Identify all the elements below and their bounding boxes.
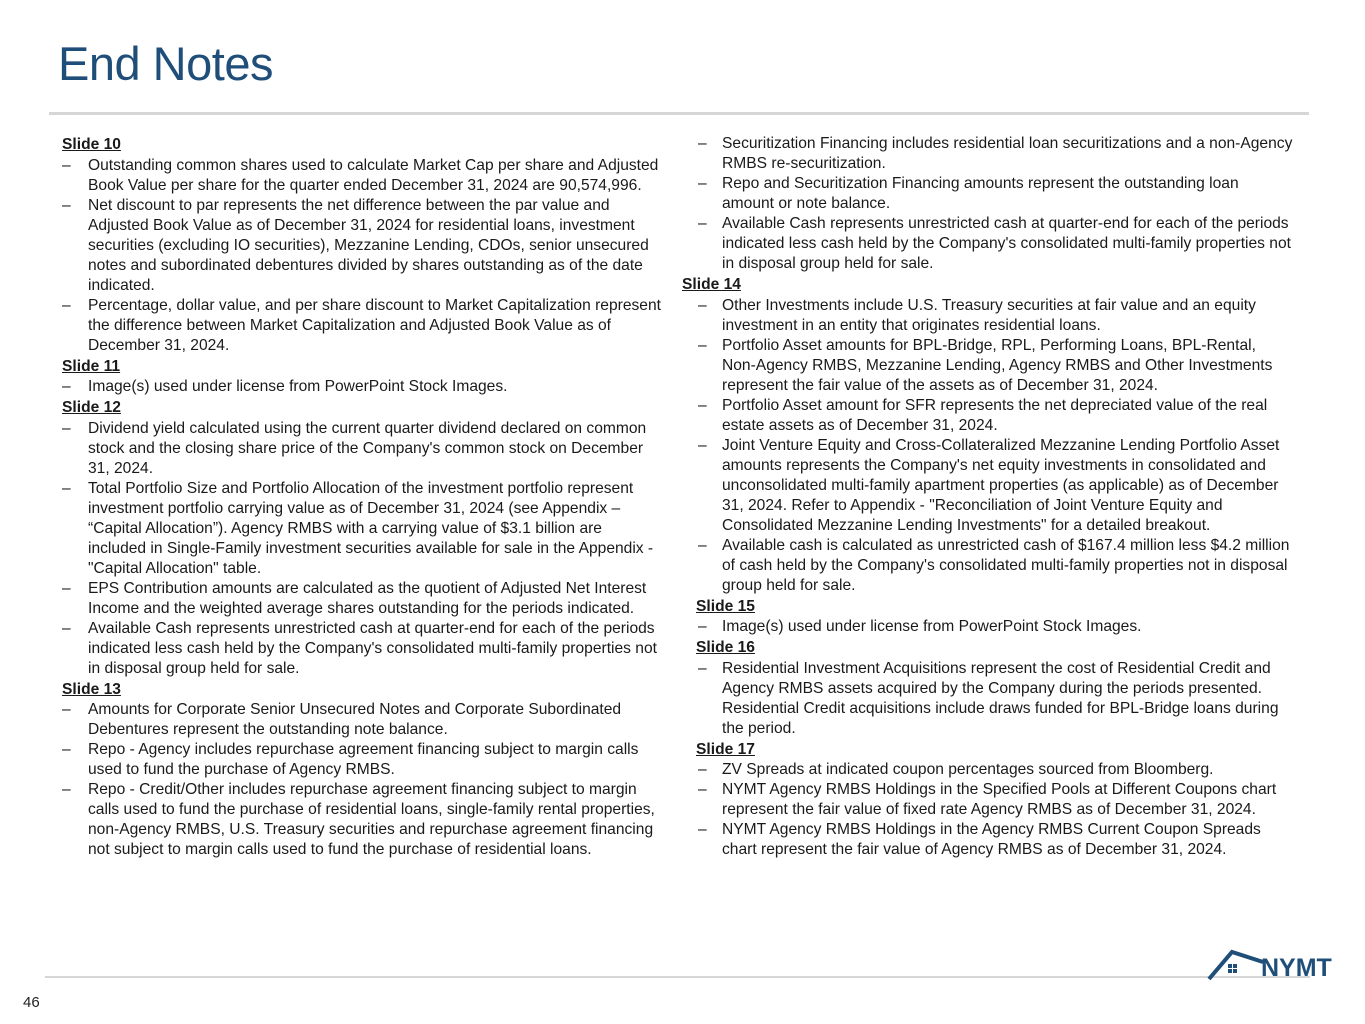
slide-13-notes [62,700,662,860]
slide-10-heading: Slide 10 [62,136,121,153]
note-item: – Amounts for Corporate Senior Unsecured Notes and Corporate Subordinated Debentures represent the outstanding note balance. [62,700,662,740]
note-item: – Other Investments include U.S. Treasury securities at fair value and an equity investment in an entity that originates residential loans. [682,296,1294,336]
slide-13-continued-notes [682,134,1294,274]
slide-11-heading: Slide 11 [62,357,121,375]
note-item: – Outstanding common shares used to calculate Market Cap per share and Adjusted Book Value per share for the quarter ended December 31, 2024 are 90,574,996. [62,156,662,196]
note-item: – NYMT Agency RMBS Holdings in the Specified Pools at Different Coupons chart represent the fair value of fixed rate Agency RMBS as of December 31, 2024. [682,780,1294,820]
note-item: – Available Cash represents unrestricted cash at quarter-end for each of the periods indicated less cash held by the Company's consolidated multi-family properties not in disposal group held for sale. [682,214,1294,274]
slide-13-heading: Slide 13 [62,680,121,698]
note-item: – Percentage, dollar value, and per share discount to Market Capitalization represent the difference between Market Capitalization and Adjusted Book Value as of December 31, 2024. [62,296,662,356]
note-item: – EPS Contribution amounts are calculated as the quotient of Adjusted Net Interest Income and the weighted average shares outstanding for the periods indicated. [62,579,662,619]
nymt-logo [1207,946,1347,982]
note-item: – Portfolio Asset amount for SFR represents the net depreciated value of the real estate assets as of December 31, 2024. [682,396,1294,436]
slide-14-heading: Slide 14 [682,276,741,293]
note-item: – ZV Spreads at indicated coupon percentages sourced from Bloomberg. [682,760,1294,780]
note-item: – Net discount to par represents the net difference between the par value and Adjusted Book Value as of December 31, 2024 for residential loans, investment securities (excluding IO securities), Mezzanine Lending, CDOs, senior unsecured notes and subordinated debentures divided by shares outstanding as of the date indicated. [62,196,662,296]
note-item: – Repo - Agency includes repurchase agreement financing subject to margin calls used to fund the purchase of Agency RMBS. [62,740,662,780]
slide-15-heading: Slide 15 [696,597,755,615]
slide-15-notes [682,617,1294,637]
slide-12-heading: Slide 12 [62,399,121,416]
note-item: – Repo and Securitization Financing amounts represent the outstanding loan amount or note balance. [682,174,1294,214]
slide-17-notes [682,760,1294,860]
note-item: – Total Portfolio Size and Portfolio Allocation of the investment portfolio represent investment portfolio carrying value as of December 31, 2024 (see Appendix – “Capital Allocation”). Agency RMBS with a carrying value of $3.1 billion are included in Single-Family investment securities available for sale in the Appendix - "Capital Allocation" table. [62,479,662,579]
slide-14-notes [682,296,1294,596]
page-number: 46 [23,994,40,1011]
note-item: – Securitization Financing includes residential loan securitizations and a non-Agency RMBS re-securitization. [682,134,1294,174]
note-item: – Image(s) used under license from PowerPoint Stock Images. [62,377,662,397]
note-item: – Residential Investment Acquisitions represent the cost of Residential Credit and Agency RMBS assets acquired by the Company during the periods presented. Residential Credit acquisitions include draws funded for BPL-Bridge loans during the period. [682,659,1294,739]
note-item: – Joint Venture Equity and Cross-Collateralized Mezzanine Lending Portfolio Asset amounts represents the Company's net equity investments in consolidated and unconsolidated multi-family apartment properties (as applicable) as of December 31, 2024. Refer to Appendix - "Reconciliation of Joint Venture Equity and Consolidated Mezzanine Lending Investments" for a detailed breakout. [682,436,1294,536]
page-title: End Notes [58,37,273,90]
footer-divider [45,976,1310,978]
note-item: – Dividend yield calculated using the current quarter dividend declared on common stock and the closing share price of the Company's common stock on December 31, 2024. [62,419,662,479]
slide-11-notes [62,377,662,397]
note-item: – NYMT Agency RMBS Holdings in the Agency RMBS Current Coupon Spreads chart represent the fair value of Agency RMBS as of December 31, 2024. [682,820,1294,860]
note-item: – Repo - Credit/Other includes repurchase agreement financing subject to margin calls used to fund the purchase of residential loans, single-family rental properties, non-Agency RMBS, U.S. Treasury securities and repurchase agreement financing not subject to margin calls used to fund the purchase of residential loans. [62,780,662,860]
slide-10-notes [62,156,662,356]
right-column [682,134,1294,860]
left-column [62,134,662,860]
house-roof-icon [1207,948,1263,980]
title-divider [49,112,1309,115]
logo-text: NYMT [1261,954,1332,982]
note-item: – Available Cash represents unrestricted cash at quarter-end for each of the periods indicated less cash held by the Company's consolidated multi-family properties not in disposal group held for sale. [62,619,662,679]
note-item: – Portfolio Asset amounts for BPL-Bridge, RPL, Performing Loans, BPL-Rental, Non-Agency RMBS, Mezzanine Lending, Agency RMBS and Other Investments represent the fair value of the assets as of December 31, 2024. [682,336,1294,396]
slide-16-notes [682,659,1294,739]
slide-16-heading: Slide 16 [696,639,755,656]
note-item: – Available cash is calculated as unrestricted cash of $167.4 million less $4.2 million of cash held by the Company's consolidated multi-family properties not in disposal group held for sale. [682,536,1294,596]
slide-17-heading: Slide 17 [696,740,755,758]
slide-12-notes [62,419,662,679]
note-item: – Image(s) used under license from PowerPoint Stock Images. [682,617,1294,637]
